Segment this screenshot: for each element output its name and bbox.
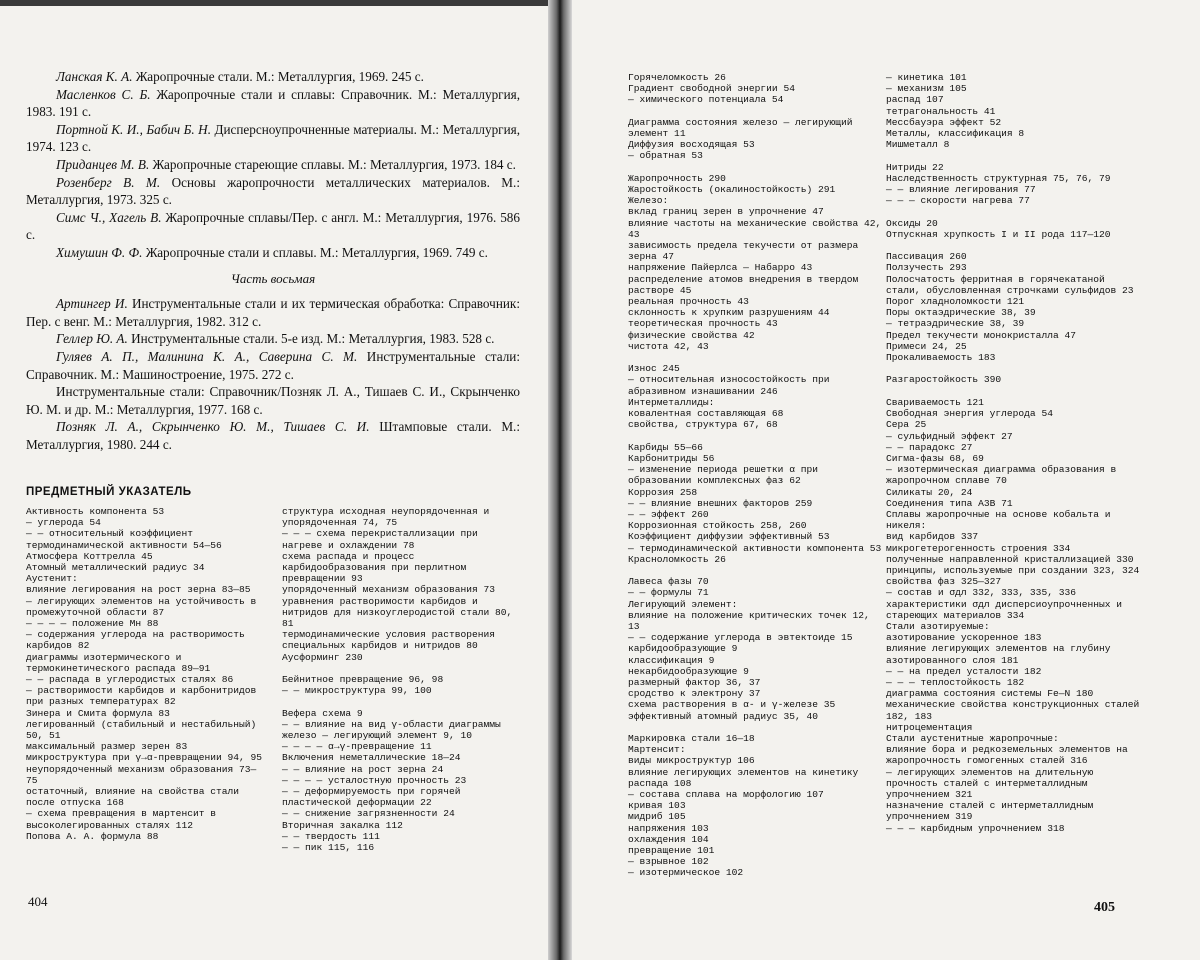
reference-entry: Геллер Ю. А. Инструментальные стали. 5-е изд. М.: Металлургия, 1983. 528 с. xyxy=(56,331,495,347)
index-column-right: структура исходная неупорядоченная и упорядоченная 74, 75 — — — схема перекристаллизации при нагреве и охлаждении 78 схема распада и процесс карбидообразования при перлитном превращении 93 упорядоченный механизм образования 73 уравнения растворимости карбидов и нитридов для низкоуглеродистой стали 80, 81 термодинамические условия растворения специальных карбидов и нитридов 80 Аусформинг 230 Бейнитное превращение 96, 98 — — микроструктура 99, 100 Вефера схема 9 — — влияние на вид γ-области диаграммы железо — легирующий элемент 9, 10 — — — — α→γ-превращение 11 Включения неметаллические 18—24 — — влияние на рост зерна 24 — — — — усталостную прочность 23 — — деформируемость при горячей пластической деформации 22 — — снижение загрязненности 24 Вторичная закалка 112 — — твердость 111 — — пик 115, 116 xyxy=(282,506,513,854)
reference-entry: Масленков С. Б. Жаропрочные стали и сплавы: Справочник. М.: Металлургия, 1983. 191 с. xyxy=(26,86,520,120)
reference-entry: Портной К. И., Бабич Б. Н. Дисперсноупрочненные материалы. М.: Металлургия, 1974. 123 с. xyxy=(26,121,521,155)
page-number: 404 xyxy=(28,894,48,909)
reference-entry: Химушин Ф. Ф. Жаропрочные стали и сплавы. М.: Металлургия, 1969. 749 с. xyxy=(56,244,488,260)
index-column-left: Горячеломкость 26 Градиент свободной энергии 54 — химического потенциала 54 Диаграмма состояния железо — легирующий элемент 11 Диффузия восходящая 53 — обратная 53 Жаропрочность 290 Жаростойкость (окалиностойкость) 291 Железо: вклад границ зерен в упрочнение 47 влияние частоты на механические свойства 42, 43 зависимость предела текучести от размера зерна 47 напряжение Пайерлса — Набарро 43 распределение атомов внедрения в твердом растворе 45 реальная прочность 43 склонность к хрупким разрушениям 44 теоретическая прочность 43 физические свойства 42 чистота 42, 43 Износ 245 — относительная износостойкость при абразивном изнашивании 246 Интерметаллиды: ковалентная составляющая 68 свойства, структура 67, 68 Карбиды 55—66 Карбонитриды 56 — изменение периода решетки α при образовании комплексных фаз 62 Коррозия 258 — — влияние внешних факторов 259 — — эффект 260 Коррозионная стойкость 258, 260 Коэффициент диффузии эффективный 53 — термодинамической активности компонента 53 Красноломкость 26 Лавеса фазы 70 — — формулы 71 Легирующий элемент: влияние на положение критических точек 12, 13 — — содержание углерода в эвтектоиде 15 карбидообразующие 9 классификация 9 некарбидообразующие 9 размерный фактор 36, 37 сродство к электрону 37 схема растворения в α- и γ-железе 35 эффективный атомный радиус 35, 40 Маркировка стали 16—18 Мартенсит: виды микроструктур 106 влияние легирующих элементов на кинетику распада 108 — состава сплава на морфологию 107 кривая 103 мидриб 105 напряжения 103 охлаждения 104 превращение 101 — взрывное 102 — изотермическое 102 xyxy=(628,72,882,879)
references-block xyxy=(26,68,520,453)
index-column-left: Активность компонента 53 — углерода 54 — — относительный коэффициент термодинамической активности 54—56 Атмосфера Коттрелла 45 Атомный металлический радиус 34 Аустенит: влияние легирования на рост зерна 83—85 — легирующих элементов на устойчивость в промежуточной области 87 — — — — положение Мн 88 — содержания углерода на растворимость карбидов 82 диаграммы изотермического и термокинетического распада 89—91 — — распада в углеродистых сталях 86 — растворимости карбидов и карбонитридов при разных температурах 82 Зинера и Смита формула 83 легированный (стабильный и нестабильный) 50, 51 максимальный размер зерен 83 микроструктура при γ→α-превращении 94, 95 неупорядоченный механизм образования 73—75 остаточный, влияние на свойства стали после отпуска 168 — схема превращения в мартенсит в высоколегированных сталях 112 Попова А. А. формула 88 xyxy=(26,506,263,842)
reference-entry: Ланская К. А. Жаропрочные стали. М.: Металлургия, 1969. 245 с. xyxy=(56,69,424,84)
left-page xyxy=(0,0,548,960)
index-title: ПРЕДМЕТНЫЙ УКАЗАТЕЛЬ xyxy=(26,486,192,498)
index-column-right: — кинетика 101 — механизм 105 распад 107 тетрагональность 41 Мессбауэра эффект 52 Металлы, классификация 8 Мишметалл 8 Нитриды 22 Наследственность структурная 75, 76, 79 — — влияние легирования 77 — — — скорости нагрева 77 Оксиды 20 Отпускная хрупкость I и II рода 117—120 Пассивация 260 Ползучесть 293 Полосчатость ферритная в горячекатаной стали, обусловленная строчками сульфидов 23 Порог хладноломкости 121 Поры октаэдрические 38, 39 — тетраэдрические 38, 39 Предел текучести монокристалла 47 Примеси 24, 25 Прокаливаемость 183 Разгаростойкость 390 Свариваемость 121 Свободная энергия углерода 54 Сера 25 — сульфидный эффект 27 — — парадокс 27 Сигма-фазы 68, 69 — изотермическая диаграмма образования в жаропрочном сплаве 70 Силикаты 20, 24 Соединения типа A3B 71 Сплавы жаропрочные на основе кобальта и никеля: вид карбидов 337 микрогетерогенность строения 334 полученные направленной кристаллизацией 330 принципы, используемые при создании 323, 324 свойства фаз 325—327 — состав и σдл 332, 333, 335, 336 характеристики σдл дисперсиоупрочненных и стареющих материалов 334 Стали азотируемые: азотирование ускоренное 183 влияние легирующих элементов на глубину азотированного слоя 181 — — на предел усталости 182 — — — теплостойкость 182 диаграмма состояния системы Fe—N 180 механические свойства конструкционных сталей 182, 183 нитроцементация Стали аустенитные жаропрочные: влияние бора и редкоземельных элементов на жаропрочность гомогенных сталей 316 — легирующих элементов на длительную прочность сталей с интерметаллидным упрочнением 321 назначение сталей с интерметаллидным упрочнением 319 — — — карбидным упрочнением 318 xyxy=(886,72,1140,834)
page-number: 405 xyxy=(1094,900,1115,915)
reference-entry: Позняк Л. А., Скрынченко Ю. М., Тишаев С. И. Штамповые стали. М.: Металлургия, 1980. 244 с. xyxy=(26,419,520,452)
right-page xyxy=(572,0,1200,960)
reference-entry: Приданцев М. В. Жаропрочные стареющие сплавы. М.: Металлургия, 1973. 184 с. xyxy=(56,156,516,172)
reference-entry: Симс Ч., Хагель В. Жаропрочные сплавы/Пер. с англ. М.: Металлургия, 1976. 586 с. xyxy=(26,209,520,243)
part-title: Часть восьмая xyxy=(230,270,316,286)
top-shadow xyxy=(0,0,548,6)
reference-entry: Гуляев А. П., Малинина К. А., Саверина С. М. Инструментальные стали: Справочник. М.: Машиностроение, 1975. 272 с. xyxy=(26,348,520,382)
reference-entry: Артингер И. Инструментальные стали и их термическая обработка: Справочник: Пер. с венг. М.: Металлургия, 1982. 312 с. xyxy=(26,296,521,329)
reference-entry: Розенберг В. М. Основы жаропрочности металлических материалов. М.: Металлургия, 1973. 325 с. xyxy=(26,174,520,208)
book-gutter xyxy=(548,0,572,960)
reference-entry: Инструментальные стали: Справочник/Позняк Л. А., Тишаев С. И., Скрынченко Ю. М. и др. М.: Металлургия, 1977. 168 с. xyxy=(26,384,520,417)
